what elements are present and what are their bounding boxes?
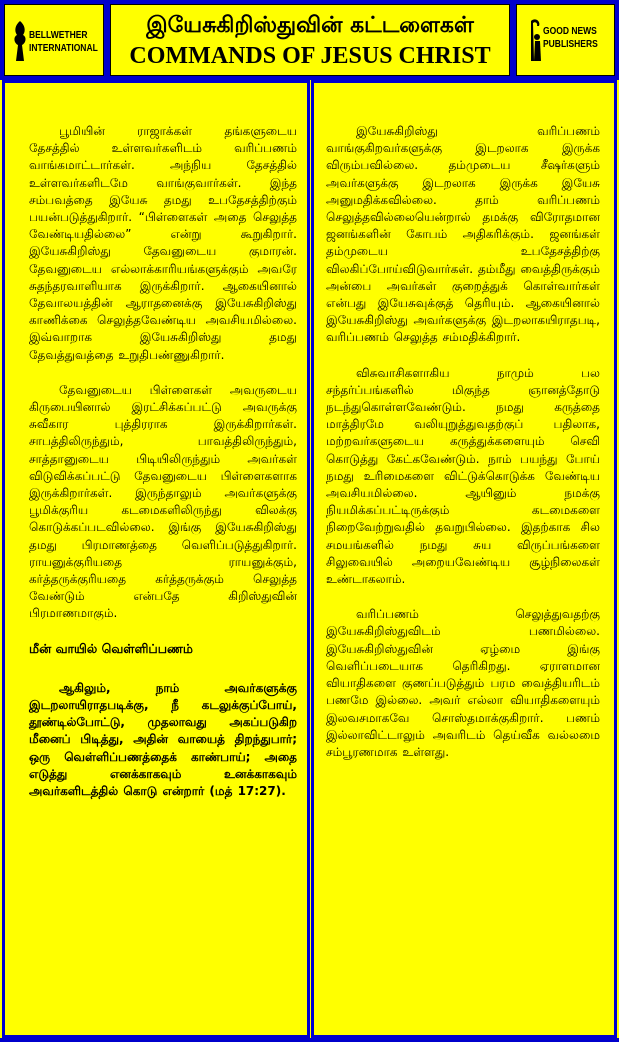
scripture-quote: ஆகிலும், நாம் அவர்களுக்கு இடறலாயிராதபடிக்கு, நீ கடலுக்குப்போய், தூண்டில்போட்டு, முதலாவது அகப்படுகிற மீனைப் பிடித்து, அதின் வாயைத் திறந்துபார்; ஒரு வெள்ளிப்பணத்தைக் காண்பாய்; அதை எடுத்து எனக்காகவும் உனக்காகவும் அவர்களிடத்தில் கொடு என்றார் (மத் 17:27). [29,680,297,798]
section-subheading: மீன் வாயில் வெள்ளிப்பணம் [29,640,193,656]
left-paragraph-1: பூமியின் ராஜாக்கள் தங்களுடைய தேசத்தில் உள்ளவர்களிடம் வரிப்பணம் வாங்கமாட்டார்கள். அந்நிய தேசத்தில் உள்ளவர்களிடமே வாங்குவார்கள். இந்த சம்பவத்தை இயேசு தமது உபதேசத்திற்கும் பயன்படுத்துகிறார். “பிள்ளைகள் அதை செலுத்த வேண்டியதில்லை” என்று கூறுகிறார். இயேசுகிறிஸ்து தேவனுடைய குமாரன். தேவனுடைய எல்லாக்காரியங்களுக்கும் அவரே சுதந்தரவாளியாக இருக்கிறார். ஆகையினால் தேவாலயத்தின் ஆராதனைக்கு இயேசுகிறிஸ்து காணிக்கை செலுத்தவேண்டிய அவசியமில்லை. இவ்வாறாக இயேசுகிறிஸ்து தமது தேவத்துவத்தை உறுதிபண்ணுகிறார். [29,124,297,362]
logo-right-line1: GOOD NEWS [543,26,597,37]
right-paragraph-1: இயேசுகிறிஸ்து வரிப்பணம் வாங்குகிறவர்களுக்கு இடறலாக இருக்க விரும்பவில்லை. தம்முடைய சீஷர்களும் அவர்களுக்கு இடறலாக இருக்க இயேசு அனுமதிக்கவில்லை. தாம் வரிப்பணம் செலுத்தவில்லையென்றால் தமக்கு விரோதமான ஜனங்களின் கோபம் அதிகரிக்கும். ஜனங்கள் தம்முடைய உபதேசத்திற்கு விலகிப்போய்விடுவார்கள். தம்மீது வைத்திருக்கும் அன்பை அவர்கள் குறைத்துக் கொள்வார்கள் என்பது இயேசுவுக்குத் தெரியும். ஆகையினால் இயேசுகிறிஸ்து அவர்களுக்கு இடறலாகயிராதபடி, வரிப்பணம் செலுத்த சம்மதிக்கிறார். [326,124,600,345]
bottom-border [0,1038,619,1042]
good-news-logo [516,4,615,76]
right-paragraph-2: விசுவாசிகளாகிய நாமும் பல சந்தர்ப்பங்களில் மிகுந்த ஞானத்தோடு நடந்துகொள்ளவேண்டும். நமது கருத்தை மாத்திரமே வலியுறுத்துவதற்குப் பதிலாக, மற்றவர்களுடைய கருத்துக்களையும் செவி கொடுத்து கேட்கவேண்டும். நாம் பயந்து போய் நமது உரிமைகளை விட்டுக்கொடுக்க வேண்டிய அவசியமில்லை. ஆயினும் நமக்கு நியமிக்கப்பட்டிருக்கும் கடமைகளை நிறைவேற்றுவதில் தவறுபில்லை. இதற்காக சில சமயங்களில் நமது சுய விருப்பங்களை சிலுவையில் அறையவேண்டிய சூழ்நிலைகள் உண்டாகலாம். [326,365,600,587]
left-paragraph-2: தேவனுடைய பிள்ளைகள் அவருடைய கிருபையினால் இரட்சிக்கப்பட்டு அவருக்கு சுவீகார புத்திரராக இருக்கிறார்கள். சாபத்திலிருந்தும், பாவத்திலிருந்தும், சாத்தானுடைய பிடியிலிருந்தும் அவர்கள் விடுவிக்கப்பட்டு தேவனுடைய பிள்ளைகளாக இருக்கிறார்கள். இருந்தாலும் அவர்களுக்கு பூமிக்குரிய கடமைகளிலிருந்து விலக்கு கொடுக்கப்படவில்லை. இங்கு இயேசுகிறிஸ்து தமது பிரமாணத்தை வெளிப்படுத்துகிறார். ராயனுக்குரியதை ராயனுக்கும், கர்த்தருக்குரியதை கர்த்தருக்கும் செலுத்த வேண்டும் என்பதே கிறிஸ்துவின் பிரமாணமாகும். [29,382,297,621]
logo-left-line1: BELLWETHER [29,30,88,41]
ram-logo-icon [11,19,29,63]
title-tamil: இயேசுகிறிஸ்துவின் கட்டளைகள் [146,13,474,38]
header-bar [0,0,619,80]
left-column [2,80,310,1038]
right-column [311,80,617,1038]
title-box [110,4,510,76]
right-paragraph-3: வரிப்பணம் செலுத்துவதற்கு இயேசுகிறிஸ்துவிடம் பணமில்லை. இயேசுகிறிஸ்துவின் ஏழ்மை இங்கு வெளிப்படையாக தெரிகிறது. ஏராளமான வியாதிகளை குணப்படுத்தும் பரம வைத்தியரிடம் பணமே இல்லை. அவர் எல்லா வியாதிகளையும் இலவசமாகவே சொஸ்தமாக்குகிறார். பணம் இல்லாவிட்டாலும் அவரிடம் தெய்வீக வல்லமை சம்பூரணமாக உள்ளது. [326,607,600,759]
shepherd-logo-icon [525,17,543,63]
logo-right-line2: PUBLISHERS [543,39,598,50]
logo-left-line2: INTERNATIONAL [29,43,98,54]
title-english: COMMANDS OF JESUS CHRIST [129,43,491,69]
bellwether-logo [4,4,104,76]
